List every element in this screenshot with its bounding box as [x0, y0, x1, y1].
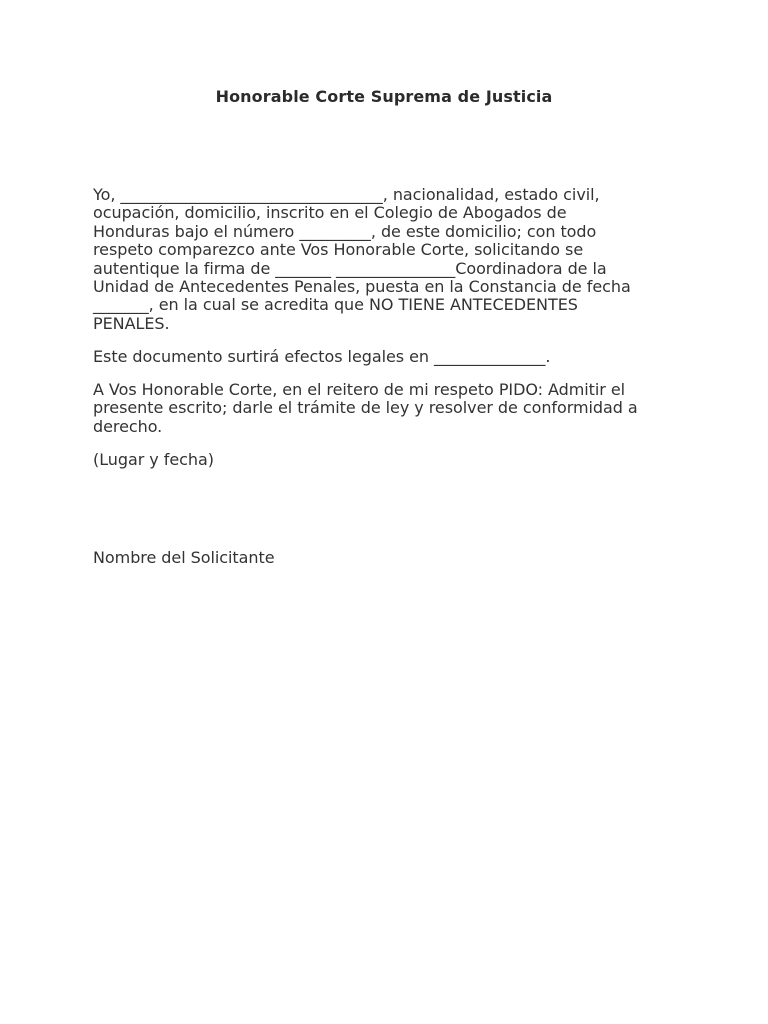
paragraph-legal-effects: Este documento surtirá efectos legales en ______________. — [93, 347, 551, 366]
place-and-date: (Lugar y fecha) — [93, 450, 214, 469]
applicant-name-label: Nombre del Solicitante — [93, 548, 275, 567]
paragraph-petition: A Vos Honorable Corte, en el reitero de mi respeto PIDO: Admitir el presente escrito; darle el trámite de ley y resolver de conformidad a derecho. — [93, 380, 638, 436]
document-title: Honorable Corte Suprema de Justicia — [215, 87, 553, 106]
paragraph-request-body: Yo, _________________________________, nacionalidad, estado civil, ocupación, domicilio, inscrito en el Colegio de Abogados de Honduras bajo el número _________, de este domicilio; con todo respeto comparezco ante Vos Honorable Corte, solicitando se autentique la firma de _______ _______________Coordinadora de la Unidad de Antecedentes Penales, puesta en la Constancia de fecha _______, en la cual se acredita que NO TIENE ANTECEDENTES PENALES. — [93, 185, 631, 333]
